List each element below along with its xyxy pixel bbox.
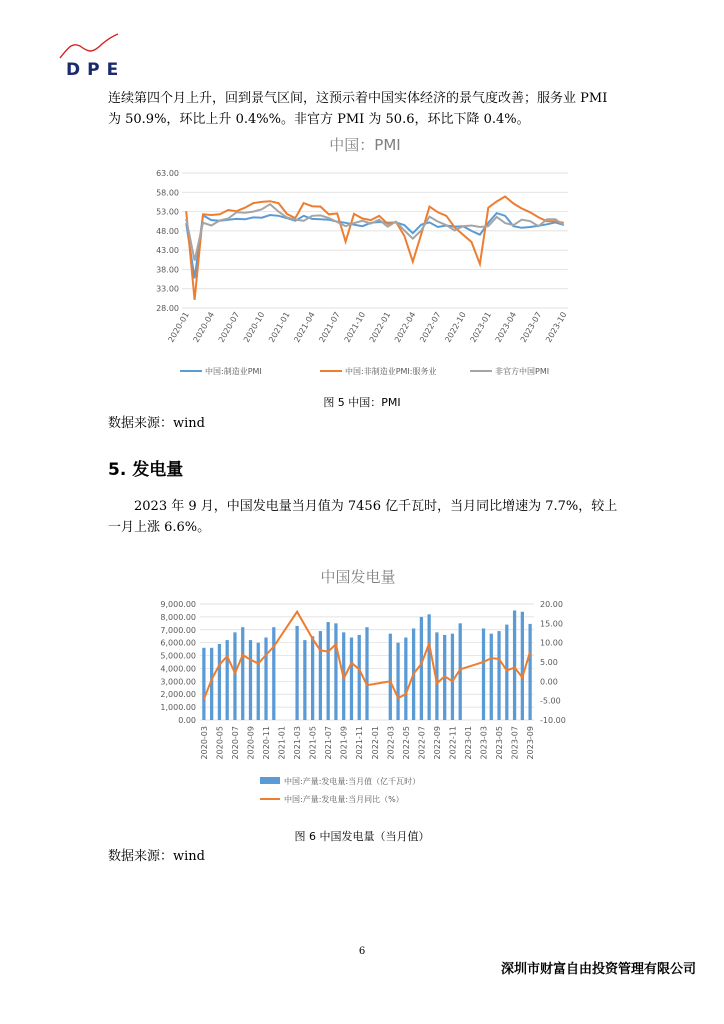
bar — [505, 625, 508, 720]
x-tick-label: 2021-01 — [277, 726, 287, 760]
y-left-tick-label: 9,000.00 — [160, 600, 196, 609]
power-paragraph: 2023 年 9 月，中国发电量当月值为 7456 亿千瓦时，当月同比增速为 7.7%，较上一月上涨 6.6%。 — [108, 499, 618, 535]
bar — [497, 631, 500, 720]
x-tick-label: 2023-09 — [526, 726, 536, 760]
series-line — [186, 204, 564, 260]
y-left-tick-label: 4,000.00 — [160, 664, 196, 674]
x-tick-label: 2021-03 — [293, 726, 303, 760]
legend-label: 非官方中国PMI — [495, 367, 550, 376]
page-number: 6 — [358, 946, 366, 957]
bar — [528, 624, 531, 720]
figure6-caption: 图 6 中国发电量（当月值） — [294, 830, 430, 843]
y-right-tick-label: -10.00 — [540, 716, 566, 725]
legend-label: 中国:非制造业PMI:服务业 — [345, 367, 437, 376]
x-tick-label: 2020-03 — [199, 726, 209, 760]
x-tick-label: 2023-01 — [468, 310, 494, 344]
y-right-tick-label: 15.00 — [540, 619, 563, 629]
y-tick-label: 53.00 — [156, 207, 179, 217]
bar — [396, 643, 399, 720]
y-left-tick-label: 3,000.00 — [160, 677, 196, 687]
x-tick-label: 2022-01 — [370, 726, 380, 760]
y-right-tick-label: 20.00 — [540, 600, 563, 609]
x-tick-label: 2021-07 — [317, 310, 342, 344]
legend-label: 中国:产量:发电量:当月值（亿千瓦时） — [284, 777, 421, 786]
x-tick-label: 2020-10 — [241, 310, 267, 344]
x-tick-label: 2021-07 — [324, 726, 334, 760]
power-generation-chart — [138, 560, 578, 820]
chart-title: 中国发电量 — [320, 568, 396, 586]
x-tick-label: 2022-04 — [392, 310, 418, 344]
bar — [218, 644, 221, 720]
bar — [365, 627, 368, 720]
bar — [295, 626, 298, 720]
x-tick-label: 2020-11 — [262, 726, 272, 760]
bar — [451, 634, 454, 720]
y-left-tick-label: 8,000.00 — [160, 612, 196, 622]
bar — [327, 622, 330, 720]
x-tick-label: 2021-09 — [339, 726, 349, 760]
y-left-tick-label: 5,000.00 — [160, 651, 196, 661]
logo-text: DPE — [66, 60, 126, 80]
bar — [490, 634, 493, 720]
bar — [513, 610, 516, 720]
y-left-tick-label: 6,000.00 — [160, 638, 196, 648]
y-right-tick-label: -5.00 — [540, 696, 561, 706]
y-tick-label: 33.00 — [156, 284, 179, 294]
bar — [389, 634, 392, 720]
pmi-chart — [150, 128, 580, 388]
bar — [264, 638, 267, 720]
y-right-tick-label: 10.00 — [540, 638, 563, 648]
x-tick-label: 2023-10 — [544, 310, 569, 344]
bar — [482, 628, 485, 720]
legend-label: 中国:产量:发电量:当月同比（%） — [284, 795, 404, 804]
bar — [241, 627, 244, 720]
x-tick-label: 2023-03 — [479, 726, 489, 760]
figure6-source: 数据来源：wind — [108, 849, 205, 864]
x-tick-label: 2020-05 — [215, 726, 225, 760]
x-tick-label: 2022-09 — [432, 726, 442, 760]
intro-paragraph: 连续第四个月上升，回到景气区间，这预示着中国实体经济的景气度改善；服务业 PMI 为 50.9%，环比上升 0.4%%。非官方 PMI 为 50.6，环比下降 0.4%。 — [108, 91, 608, 127]
y-left-tick-label: 1,000.00 — [160, 703, 196, 713]
x-tick-label: 2023-07 — [510, 726, 520, 760]
x-tick-label: 2020-01 — [166, 310, 191, 344]
y-tick-label: 63.00 — [156, 169, 179, 178]
bar — [311, 636, 314, 720]
bar — [272, 627, 275, 720]
x-tick-label: 2020-04 — [191, 310, 217, 344]
x-tick-label: 2022-11 — [448, 726, 458, 760]
x-tick-label: 2022-07 — [417, 726, 427, 760]
bar — [226, 640, 229, 720]
x-tick-label: 2023-01 — [463, 726, 473, 760]
figure5-caption: 图 5 中国：PMI — [323, 396, 401, 409]
bar — [404, 638, 407, 720]
bar — [257, 643, 260, 720]
y-right-tick-label: 0.00 — [540, 677, 558, 687]
bar — [420, 617, 423, 720]
y-right-tick-label: 5.00 — [540, 658, 558, 667]
chart-title: 中国：PMI — [329, 136, 401, 154]
y-tick-label: 43.00 — [156, 246, 179, 256]
bar — [249, 640, 252, 720]
x-tick-label: 2022-01 — [367, 310, 393, 344]
x-tick-label: 2020-07 — [216, 310, 242, 344]
x-tick-label: 2023-07 — [518, 310, 544, 344]
bar — [202, 648, 205, 720]
x-tick-label: 2022-10 — [443, 310, 468, 344]
company-name: 深圳市财富自由投资管理有限公司 — [500, 962, 696, 977]
figure5-source: 数据来源：wind — [108, 416, 205, 431]
bar — [319, 631, 322, 720]
bar — [303, 640, 306, 720]
x-tick-label: 2022-05 — [401, 726, 411, 760]
x-tick-label: 2023-04 — [493, 310, 519, 344]
legend-swatch — [260, 777, 280, 784]
bar — [358, 635, 361, 720]
x-tick-label: 2020-07 — [230, 726, 240, 760]
bar — [350, 638, 353, 720]
y-tick-label: 58.00 — [156, 188, 179, 198]
x-tick-label: 2021-04 — [292, 310, 317, 344]
x-tick-label: 2022-03 — [386, 726, 396, 760]
bar — [334, 623, 337, 720]
y-left-tick-label: 2,000.00 — [160, 690, 196, 700]
x-tick-label: 2021-11 — [355, 726, 365, 760]
x-tick-label: 2021-05 — [308, 726, 318, 760]
legend-label: 中国:制造业PMI — [205, 367, 262, 376]
x-tick-label: 2023-05 — [495, 726, 505, 760]
bar — [428, 614, 431, 720]
y-left-tick-label: 7,000.00 — [160, 625, 196, 635]
x-tick-label: 2022-07 — [418, 310, 443, 344]
x-tick-label: 2021-01 — [267, 310, 292, 344]
x-tick-label: 2021-10 — [342, 310, 368, 344]
y-tick-label: 38.00 — [156, 265, 179, 275]
y-tick-label: 48.00 — [156, 226, 179, 236]
y-tick-label: 28.00 — [156, 304, 179, 313]
bar — [521, 612, 524, 720]
bar — [233, 632, 236, 720]
y-left-tick-label: 0.00 — [178, 716, 196, 725]
section-heading: 5. 发电量 — [108, 460, 184, 480]
x-tick-label: 2020-09 — [246, 726, 256, 760]
